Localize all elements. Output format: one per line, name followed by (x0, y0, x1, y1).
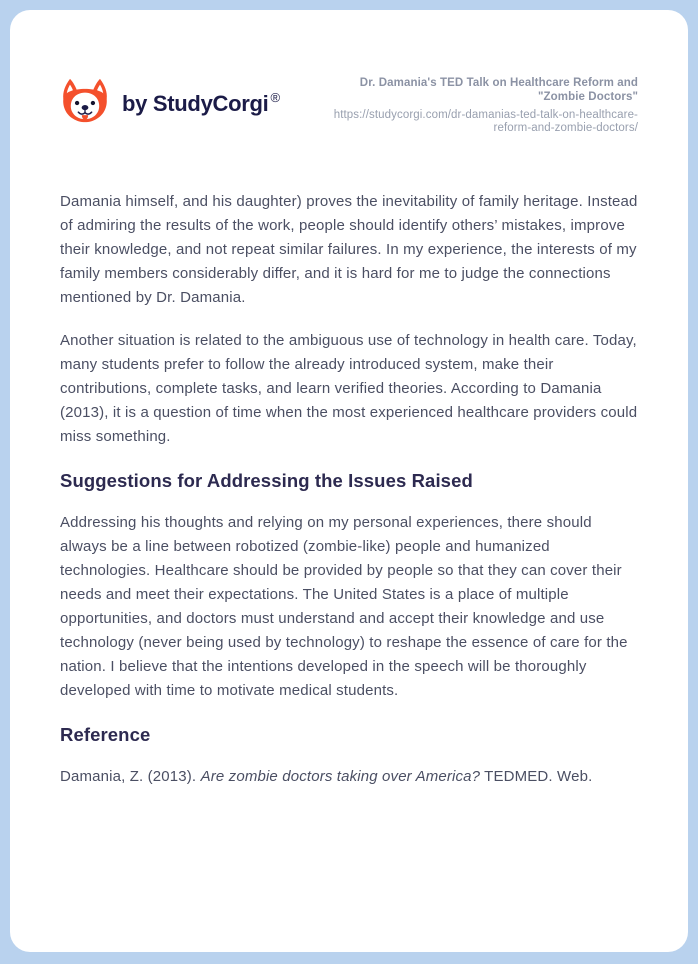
source-url-line-2: reform-and-zombie-doctors/ (493, 122, 638, 134)
corgi-logo-icon (60, 77, 110, 129)
brand-wordmark (122, 90, 280, 117)
paragraph-1: Damania himself, and his daughter) proves the inevitability of family heritage. Instead of admiring the results of the work, people should identify others’ mistakes, improve their knowledge, and not repeat similar failures. In my experience, the interests of my family members considerably differ, and it is hard for me to judge the connections mentioned by Dr. Damania. (60, 193, 638, 306)
section-heading-suggestions: Suggestions for Addressing the Issues Raised (60, 470, 473, 491)
reference-prefix: Damania, Z. (2013). (60, 768, 201, 785)
source-url (334, 109, 638, 135)
page-header (60, 10, 638, 135)
document-card (10, 10, 688, 952)
source-url-line-1: https://studycorgi.com/dr-damanias-ted-talk-on-healthcare- (333, 109, 638, 121)
reference-suffix: TEDMED. Web. (480, 768, 593, 785)
reference-entry (60, 765, 638, 789)
document-meta (334, 66, 638, 135)
brand-text: by StudyCorgi (122, 90, 269, 116)
reference-work-title: Are zombie doctors taking over America? (200, 768, 481, 785)
document-title-line-2: "Zombie Doctors" (537, 91, 638, 103)
section-heading-reference: Reference (60, 724, 151, 745)
paragraph-3: Addressing his thoughts and relying on my personal experiences, there should always be a line between robotized (zombie-like) people and humanized technologies. Healthcare should be provided by people so that they can cover their needs and meet their expectations. The United States is a place of multiple opportunities, and doctors must understand and accept their knowledge and use technology (never being used by technology) to reshape the essence of care for the nation. I believe that the intentions developed in the speech will be thoroughly developed with time to motivate medical students. (60, 514, 628, 699)
registered-trademark-symbol: ® (270, 89, 280, 105)
studycorgi-logo (60, 77, 280, 129)
paragraph-2: Another situation is related to the ambiguous use of technology in health care. Today, many students prefer to follow the already introduced system, make their contributions, complete tasks, and learn verified theories. According to Damania (2013), it is a question of time when the most experienced healthcare providers could miss something. (60, 332, 638, 445)
article-body (60, 190, 638, 789)
document-title-line-1: Dr. Damania's TED Talk on Healthcare Reform and (359, 77, 638, 89)
